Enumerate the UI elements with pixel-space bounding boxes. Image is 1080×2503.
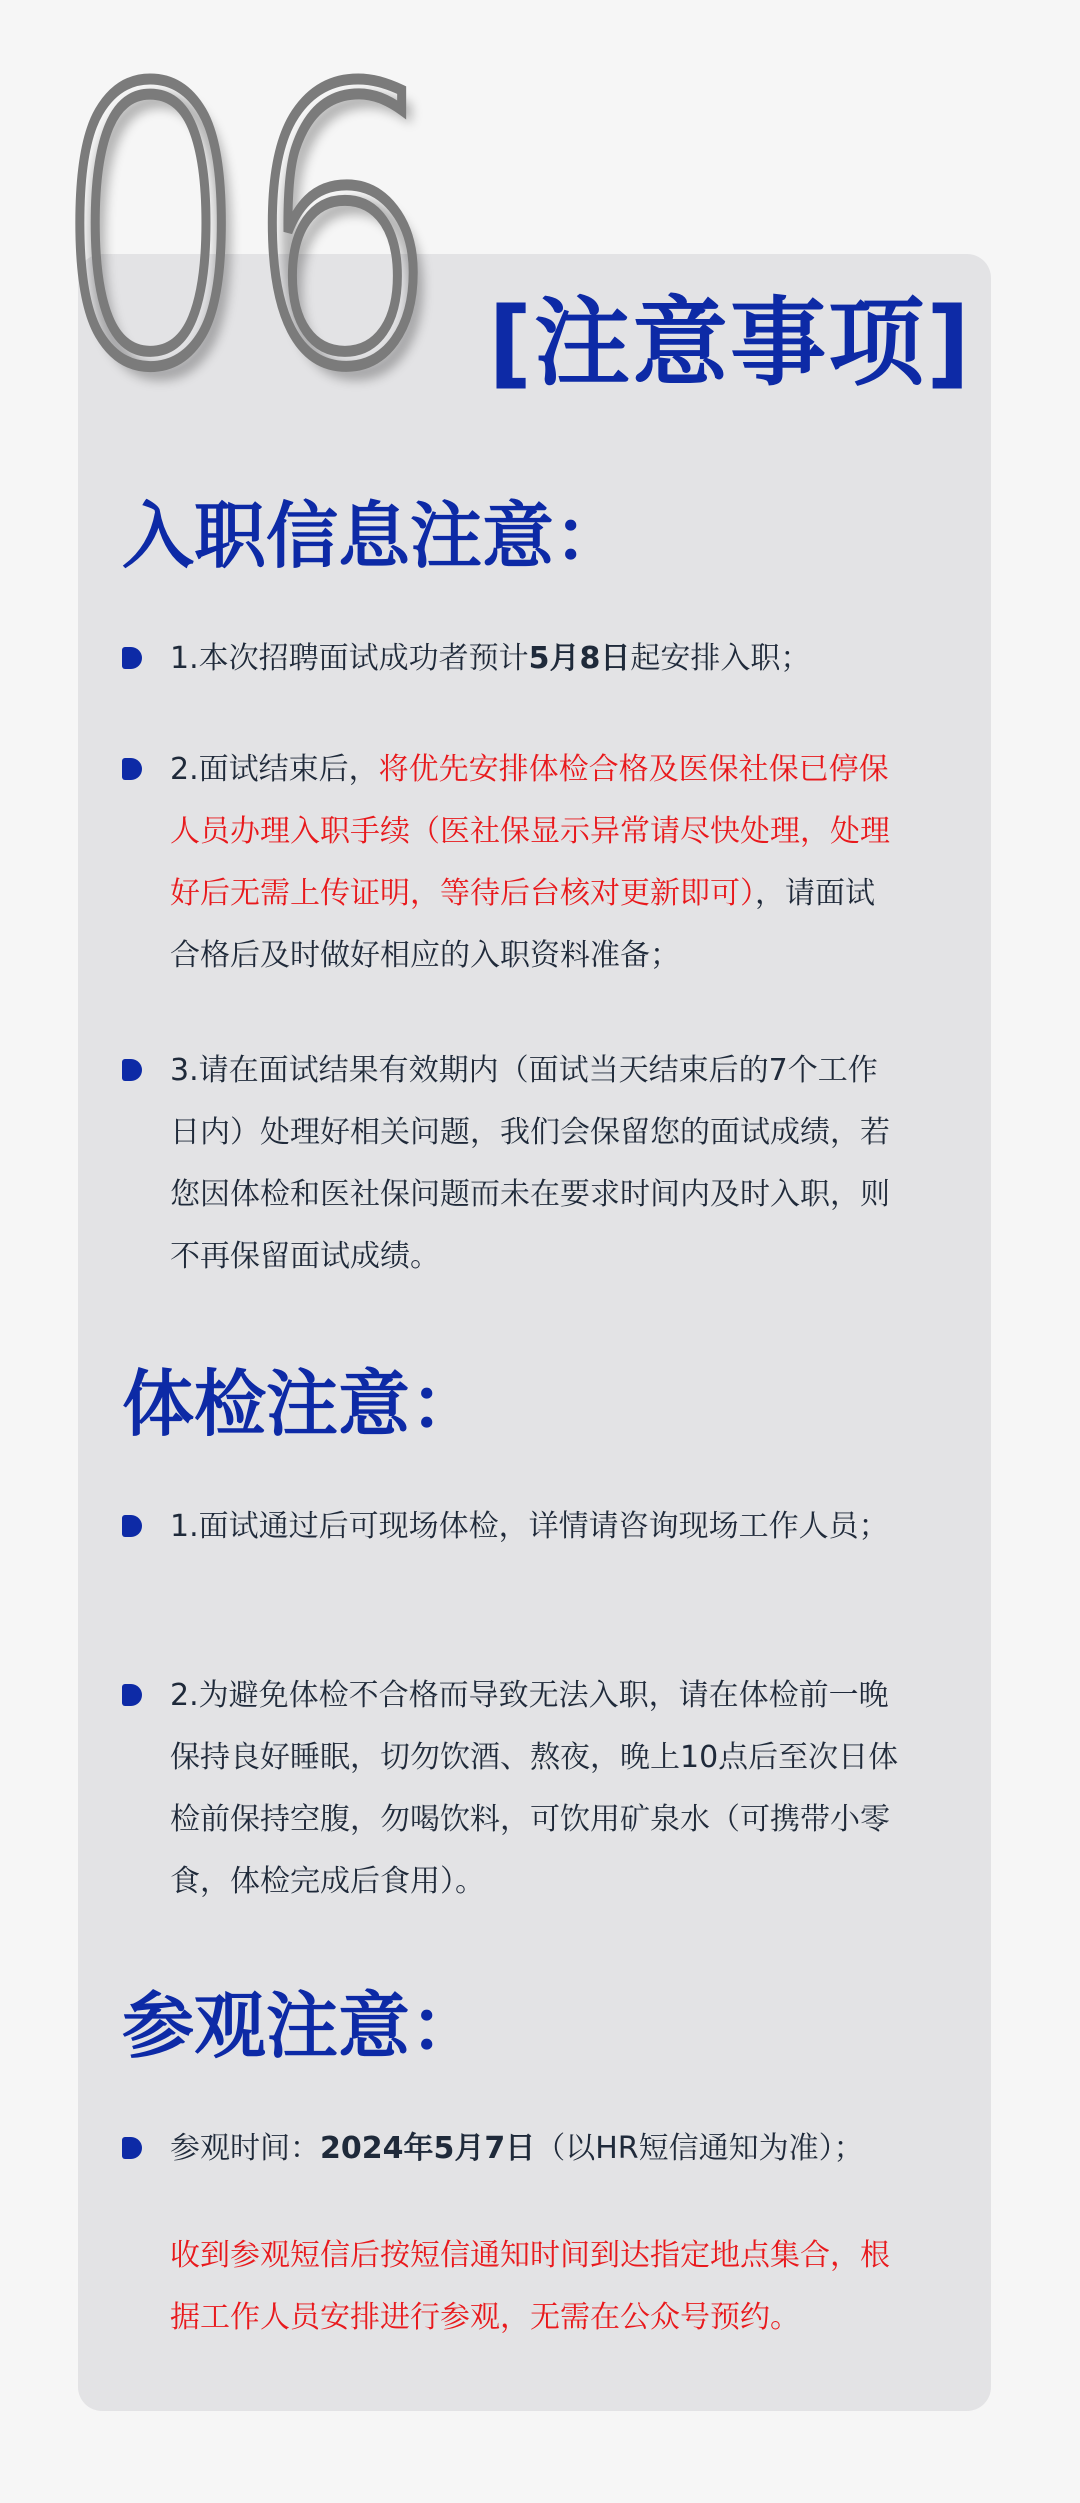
item-text: （以HR短信通知为准）； [535, 2131, 864, 2166]
list-item [170, 1665, 900, 1913]
list-item [170, 2118, 900, 2180]
section-number: 06 [52, 8, 433, 451]
item-text: 1.面试通过后可现场体检，详情请咨询现场工作人员； [170, 1509, 889, 1544]
section-title-visit: 参观注意： [122, 1984, 483, 2068]
item-highlight: 将优先安排体检合格及医保社保已停保人员办理入职手续（医社保显示异常请尽快处理，处理好后无需上传证明，等待后台核对更新即可） [170, 752, 890, 911]
section-title-onboarding: 入职信息注意： [122, 494, 627, 578]
page-title: [注意事项] [488, 287, 972, 399]
item-text: 起安排入职； [630, 641, 811, 676]
item-text: 2.面试结束后， [170, 752, 379, 787]
visit-note: 收到参观短信后按短信通知时间到达指定地点集合，根据工作人员安排进行参观，无需在公众号预约。 [170, 2238, 890, 2335]
item-text: 1.本次招聘面试成功者预计 [170, 641, 529, 676]
item-text: 3.请在面试结果有效期内（面试当天结束后的7个工作日内）处理好相关问题，我们会保留您的面试成绩，若您因体检和医社保问题而未在要求时间内及时入职，则不再保留面试成绩。 [170, 1053, 890, 1274]
list-item [170, 628, 900, 690]
list-item [170, 739, 900, 987]
list-item [170, 1040, 900, 1288]
item-text: 参观时间： [170, 2131, 320, 2166]
item-date: 2024年5月7日 [320, 2131, 536, 2166]
item-date: 5月8日 [528, 641, 631, 676]
item-text: 2.为避免体检不合格而导致无法入职，请在体检前一晚保持良好睡眠，切勿饮酒、熬夜，晚上10点后至次日体检前保持空腹，勿喝饮料，可饮用矿泉水（可携带小零食，体检完成后食用）。 [170, 1678, 899, 1899]
item-text: ，请面试合格后及时做好相应的入职资料准备； [170, 876, 875, 973]
list-item [170, 1496, 900, 1558]
section-title-medical: 体检注意： [122, 1362, 483, 1446]
